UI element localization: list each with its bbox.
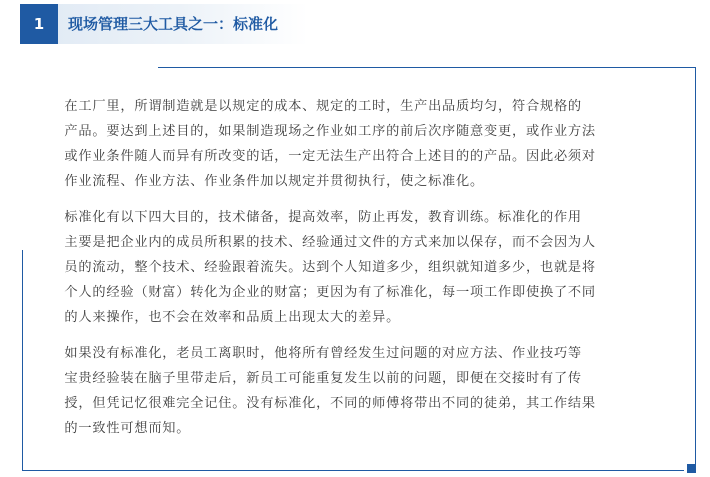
text-line: 的人来操作，也不会在效率和品质上出现太大的差异。 <box>64 310 401 325</box>
text-line: 或作业条件随人而异有所改变的话，一定无法生产出符合上述目的的产品。因此必须对 <box>64 149 596 164</box>
text-line: 的一致性可想而知。 <box>64 421 191 436</box>
text-line: 在工厂里，所谓制造就是以规定的成本、规定的工时，生产出品质均匀，符合规格的 <box>64 99 582 114</box>
article-body <box>38 94 690 441</box>
text-line: 主要是把企业内的成员所积累的技术、经验通过文件的方式来加以保存，而不会因为人 <box>64 235 596 250</box>
frame-top-border <box>158 67 695 68</box>
paragraph-1 <box>38 94 690 194</box>
paragraph-2 <box>38 205 690 330</box>
frame-right-border <box>695 67 696 465</box>
text-line: 产品。要达到上述目的，如果制造现场之作业如工序的前后次序随意变更，或作业方法 <box>64 124 596 139</box>
text-line: 宝贵经验装在脑子里带走后，新员工可能重复发生以前的问题，即便在交接时有了传 <box>64 371 582 386</box>
text-line: 如果没有标准化，老员工离职时，他将所有曾经发生过问题的对应方法、作业技巧等 <box>64 346 582 361</box>
text-line: 员的流动，整个技术、经验跟着流失。达到个人知道多少，组织就知道多少，也就是将 <box>64 260 596 275</box>
frame-left-border <box>22 250 23 471</box>
paragraph-3 <box>38 341 690 441</box>
text-line: 个人的经验（财富）转化为企业的财富；更因为有了标准化，每一项工作即使换了不同 <box>64 285 596 300</box>
frame-bottom-border <box>22 470 684 471</box>
text-line: 作业流程、作业方法、作业条件加以规定并贯彻执行，使之标准化。 <box>64 174 485 189</box>
section-title: 现场管理三大工具之一：标准化 <box>68 15 279 33</box>
corner-square-decoration <box>687 464 696 473</box>
section-number-badge: 1 <box>20 4 58 44</box>
text-line: 授，但凭记忆很难完全记住。没有标准化，不同的师傅将带出不同的徒弟，其工作结果 <box>64 396 596 411</box>
text-line: 标准化有以下四大目的，技术储备，提高效率，防止再发，教育训练。标准化的作用 <box>64 210 582 225</box>
